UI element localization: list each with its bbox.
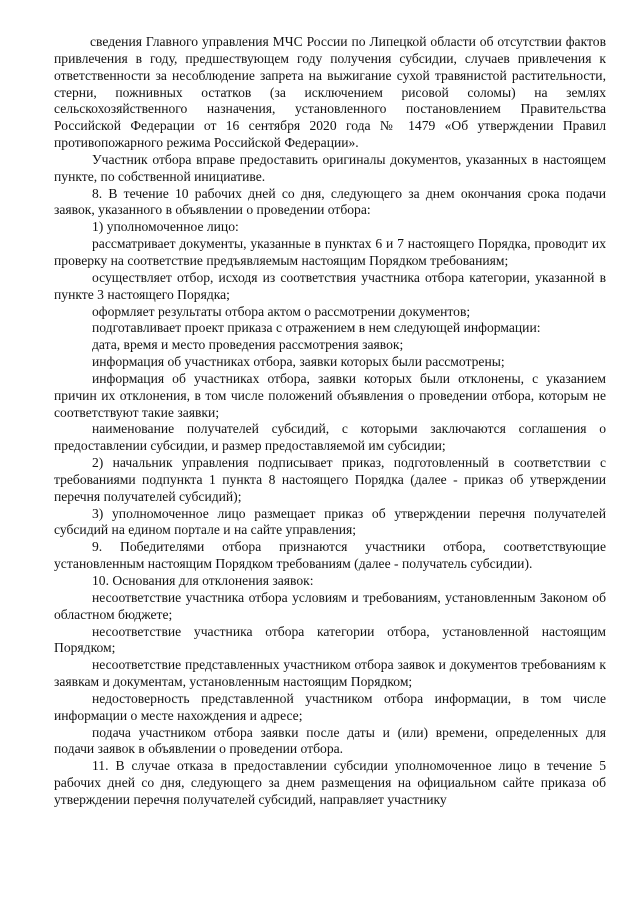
paragraph-rejected-participants: информация об участниках отбора, заявки которых были отклонены, с указанием причин их отклонения, в том числе положений объявления о проведении отбора, которым не соответствуют такие заявки;	[54, 370, 606, 420]
paragraph-item-8-3: 3) уполномоченное лицо размещает приказ об утверждении перечня получателей субсидий на едином портале и на сайте управления;	[54, 505, 606, 538]
paragraph-originals-initiative: Участник отбора вправе предоставить оригиналы документов, указанных в настоящем пункте, по собственной инициативе.	[54, 151, 606, 184]
paragraph-rejection-law: несоответствие участника отбора условиям и требованиям, установленным Законом об областном бюджете;	[54, 589, 606, 622]
paragraph-item-9: 9. Победителями отбора признаются участники отбора, соответствующие установленным настоящим Порядком требованиям (далее - получатель субсидии).	[54, 539, 606, 572]
paragraph-rejection-category: несоответствие участника отбора категории отбора, установленной настоящим Порядком;	[54, 623, 606, 656]
paragraph-item-8-1: 1) уполномоченное лицо:	[92, 219, 239, 235]
paragraph-item-11: 11. В случае отказа в предоставлении субсидии уполномоченное лицо в течение 5 рабочих дней со дня, следующего за днем размещения на официальном сайте приказа об утверждении перечня получателей субсидий, направляет участнику	[54, 758, 606, 807]
paragraph-reviewed-participants: информация об участниках отбора, заявки которых были рассмотрены;	[92, 354, 505, 370]
paragraph-rejection-documents: несоответствие представленных участником отбора заявок и документов требованиям к заявкам и документам, установленным настоящим Порядком;	[54, 657, 606, 690]
paragraph-reviews-documents: рассматривает документы, указанные в пунктах 6 и 7 настоящего Порядка, проводит их проверку на соответствие предъявляемым настоящим Порядком требованиям;	[54, 236, 606, 268]
paragraph-formalizes-results: оформляет результаты отбора актом о рассмотрении документов;	[92, 303, 471, 319]
paragraph-recipients-names: наименование получателей субсидий, с которыми заключаются соглашения о предоставлении субсидии, и размер предоставляемой им субсидии;	[54, 421, 606, 454]
paragraph-prepares-order: подготавливает проект приказа с отражением в нем следующей информации:	[92, 320, 541, 336]
paragraph-performs-selection: осуществляет отбор, исходя из соответствия участника отбора категории, указанной в пункте 3 настоящего Порядка;	[54, 269, 606, 302]
paragraph-item-10: 10. Основания для отклонения заявок:	[92, 573, 314, 588]
paragraph-rejection-unreliable: недостоверность представленной участником отбора информации, в том числе информации о месте нахождения и адресе;	[54, 690, 606, 723]
paragraph-date-time-place: дата, время и место проведения рассмотрения заявок;	[92, 337, 404, 353]
document-page	[54, 34, 606, 809]
paragraph-fire-safety-info: сведения Главного управления МЧС России по Липецкой области об отсутствии фактов привлечения в году, предшествующем году получения субсидии, случаев привлечения к ответственности за несоблюдение запрета на выжигание сухой травянистой растительности, стерни, пожнивных остатков (за исключением рисовой соломы) на землях сельскохозяйственного назначения, установленного постановлением Правительства Российской Федерации от 16 сентября 2020 года № 1479 «Об утверждении Правил противопожарного режима Российской Федерации».	[54, 34, 606, 151]
paragraph-item-8: 8. В течение 10 рабочих дней со дня, следующего за днем окончания срока подачи заявок, указанного в объявлении о проведении отбора:	[54, 185, 606, 218]
paragraph-rejection-late: подача участником отбора заявки после даты и (или) времени, определенных для подачи заявок в объявлении о проведении отбора.	[54, 724, 606, 757]
paragraph-item-8-2: 2) начальник управления подписывает приказ, подготовленный в соответствии с требованиями подпункта 1 пункта 8 настоящего Порядка (далее - приказ об утверждении перечня получателей субсидий);	[54, 455, 606, 504]
